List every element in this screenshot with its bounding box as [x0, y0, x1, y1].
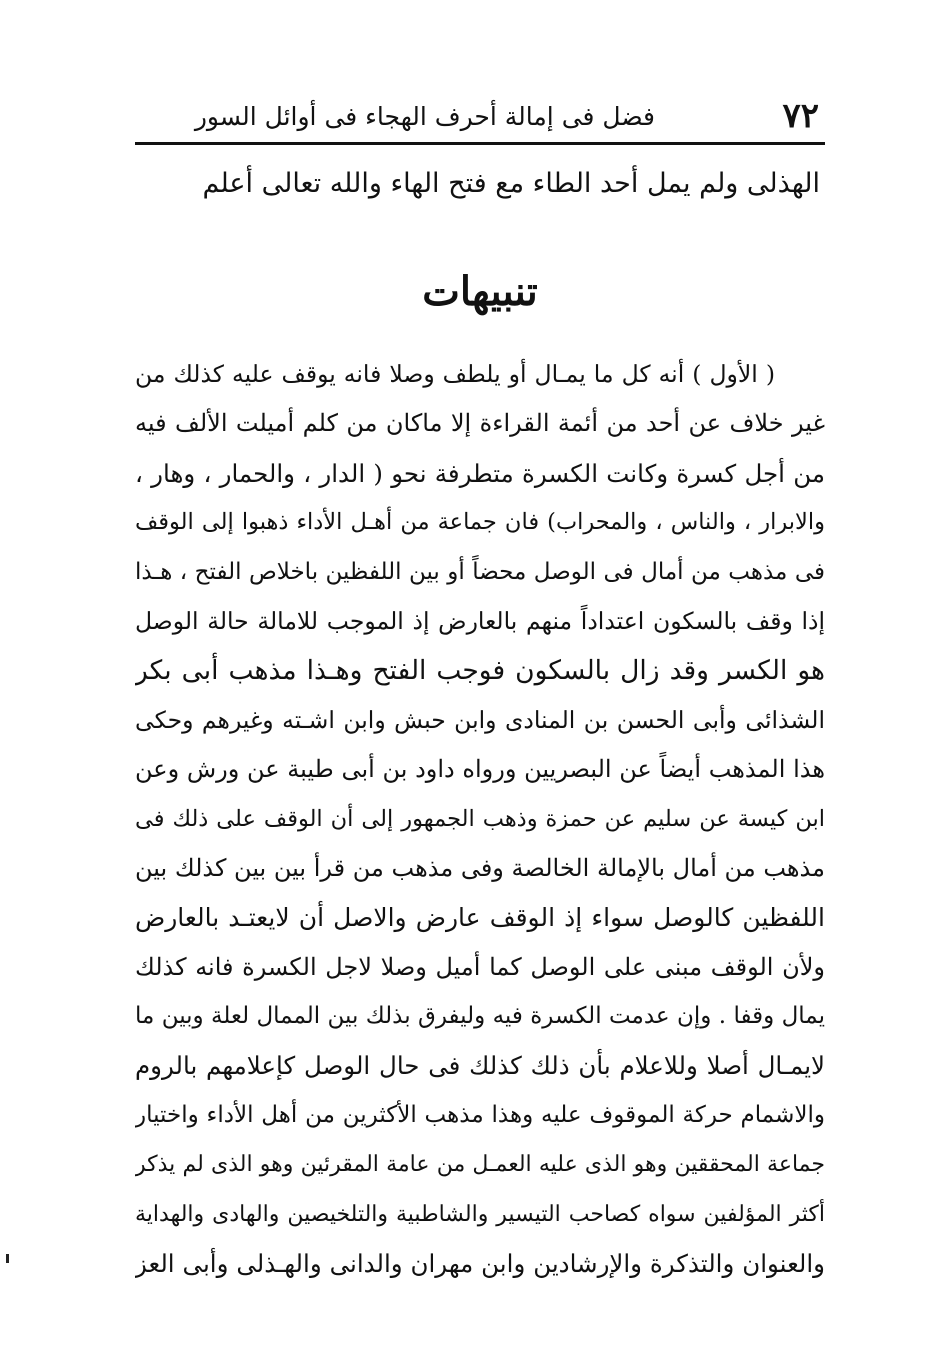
text-line: إذا وقف بالسكون اعتداداً منهم بالعارض إذ الموجب للامالة حالة الوصل — [135, 606, 825, 635]
text-line: ( الأول ) أنه كل ما يمـال أو يلطف وصلا فانه يوقف عليه كذلك من — [135, 360, 775, 388]
opening-line: الهذلى ولم يمل أحد الطاء مع فتح الهاء والله تعالى أعلم — [202, 168, 820, 199]
text-line: ابن كيسة عن سليم عن حمزة وذهب الجمهور إلى أن الوقف على ذلك فى — [135, 805, 825, 832]
page-number: ٧٢ — [782, 96, 819, 136]
scan-edge-mark — [6, 1254, 9, 1263]
text-line: هو الكسر وقد زال بالسكون فوجب الفتح وهـذا مذهب أبى بكر — [135, 655, 825, 687]
text-line: ولأن الوقف مبنى على الوصل كما أميل وصلا لاجل الكسرة فانه كذلك — [135, 952, 825, 981]
text-line: من أجل كسرة وكانت الكسرة متطرفة نحو ( الدار ، والحمار ، وهار ، — [135, 458, 825, 488]
text-line: والعنوان والتذكرة والإرشادين وابن مهران والدانى والهـذلى وأبى العز — [135, 1249, 825, 1279]
text-line: فى مذهب من أمال فى الوصل محضاً أو بين اللفظين باخلاص الفتح ، هـذا — [135, 558, 825, 585]
text-line: هذا المذهب أيضاً عن البصريين ورواه داود بن أبى طيبة عن ورش وعن — [135, 755, 825, 784]
text-line: يمال وقفا . وإن عدمت الكسرة فيه وليفرق بذلك بين الممال لعلة وبين ما — [135, 1003, 825, 1030]
text-line: جماعة المحققين وهو الذى عليه العمـل من عامة المقرئين وهو الذى لم يذكر — [135, 1152, 825, 1178]
text-line: الشذائى وأبى الحسن بن المنادى وابن حبش وابن اشـته وغيرهم وحكى — [135, 705, 825, 734]
text-line: أكثر المؤلفين سواه كصاحب التيسير والشاطبية والتلخيصين والهادى والهداية — [135, 1201, 825, 1227]
page-header — [135, 92, 825, 138]
text-line: لايمـال أصلا وللاعلام بأن ذلك كذلك فى حال الوصل كإعلامهم بالروم — [135, 1051, 825, 1081]
text-line: اللفظين كالوصل سواء إذ الوقف عارض والاصل أن لايعتـد بالعارض — [135, 903, 825, 933]
text-line: مذهب من أمال بالإمالة الخالصة وفى مذهب من قرأ بين بين كذلك بين — [135, 853, 825, 882]
text-line: والاشمام حركة الموقوف عليه وهذا مذهب الأكثرين من أهل الأداء واختيار — [135, 1101, 825, 1128]
text-line: والابرار ، والناس ، والمحراب) فان جماعة من أهـل الأداء ذهبوا إلى الوقف — [135, 509, 825, 536]
header-rule — [135, 142, 825, 145]
text-line: غير خلاف عن أحد من أئمة القراءة إلا ماكان من كلم أميلت الألف فيه — [135, 409, 825, 438]
section-heading: تنبيهات — [422, 268, 538, 315]
running-title: فضل فى إمالة أحرف الهجاء فى أوائل السور — [194, 102, 655, 131]
body-text — [135, 350, 825, 1288]
